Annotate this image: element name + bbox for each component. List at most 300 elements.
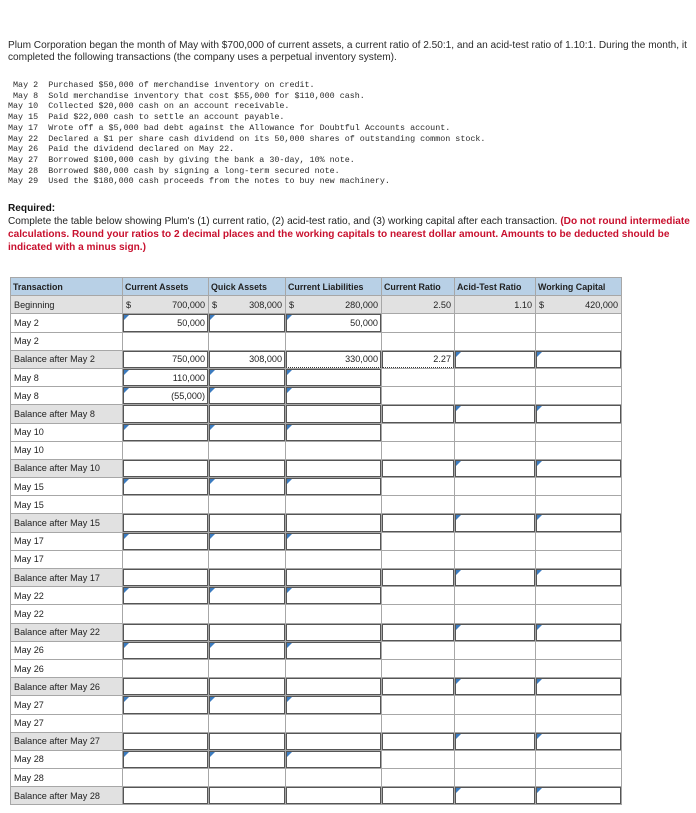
acid-test-ratio-input[interactable] [455, 460, 535, 477]
empty-cell [455, 550, 536, 568]
current-assets-value: (55,000) [171, 390, 205, 401]
current-assets-cell[interactable] [123, 478, 209, 496]
transaction-line: May 28 Borrowed $80,000 cash by signing a long-term secured note. [8, 165, 340, 176]
input-flag-icon [537, 570, 542, 575]
acid-test-ratio-cell[interactable] [455, 787, 536, 805]
input-flag-icon [124, 388, 129, 393]
current-assets-cell[interactable] [123, 387, 209, 405]
working-capital-cell[interactable] [536, 787, 622, 805]
quick-assets-cell[interactable] [209, 387, 286, 405]
current-assets-input[interactable] [123, 478, 208, 495]
working-capital-input[interactable] [536, 514, 621, 531]
empty-cell [209, 550, 286, 568]
current-ratio-input[interactable] [382, 624, 454, 641]
input-flag-icon [537, 679, 542, 684]
balance-row [11, 569, 622, 587]
current-ratio-cell[interactable] [382, 678, 455, 696]
quick-assets-cell[interactable] [209, 478, 286, 496]
problem-intro: Plum Corporation began the month of May with $700,000 of current assets, a current ratio of 2.50:1, and an acid-test ratio of 1.10:1. During the month, it completed the following transactions (the company uses a perpetual inventory system). [8, 40, 687, 64]
current-liabilities-input[interactable] [286, 787, 381, 804]
current-liabilities-cell[interactable] [286, 514, 382, 532]
empty-cell [123, 769, 209, 787]
input-flag-icon [124, 534, 129, 539]
input-flag-icon [210, 588, 215, 593]
current-liabilities-cell[interactable] [286, 732, 382, 750]
balance-row [11, 514, 622, 532]
working-capital-input[interactable] [536, 678, 621, 695]
working-capital-value: 420,000 [585, 299, 618, 310]
balance-row [11, 678, 622, 696]
balance-row [11, 459, 622, 477]
current-assets-cell[interactable] [123, 623, 209, 641]
input-flag-icon [124, 425, 129, 430]
current-liabilities-input[interactable] [286, 478, 381, 495]
current-assets-input[interactable] [123, 405, 208, 422]
input-flag-icon [210, 534, 215, 539]
input-flag-icon [537, 352, 542, 357]
current-assets-input[interactable] [123, 460, 208, 477]
transaction-line: May 2 Purchased $50,000 of merchandise inventory on credit. [8, 80, 315, 90]
current-assets-input[interactable] [123, 424, 208, 441]
transaction-line: May 29 Used the $180,000 cash proceeds from the notes to buy new machinery. [8, 176, 390, 187]
empty-cell [536, 714, 622, 732]
quick-assets-input[interactable] [209, 424, 285, 441]
current-assets-cell[interactable] [123, 696, 209, 714]
acid-test-ratio-cell[interactable] [455, 623, 536, 641]
empty-cell [209, 605, 286, 623]
quick-assets-cell[interactable] [209, 641, 286, 659]
current-liabilities-input[interactable] [286, 387, 381, 404]
acid-test-ratio-cell[interactable] [455, 732, 536, 750]
required-heading: Required: [8, 203, 56, 214]
quick-assets-value: 308,000 [249, 354, 282, 365]
current-assets-input[interactable] [123, 624, 208, 641]
current-liabilities-cell[interactable] [286, 750, 382, 768]
empty-cell [382, 769, 455, 787]
empty-cell [536, 368, 622, 386]
current-assets-input[interactable] [123, 587, 208, 604]
current-assets-input[interactable] [123, 733, 208, 750]
empty-cell [209, 714, 286, 732]
empty-cell [536, 587, 622, 605]
working-capital-input[interactable] [536, 460, 621, 477]
transaction-line: May 26 Paid the dividend declared on May 22. [8, 144, 235, 155]
empty-cell [209, 441, 286, 459]
empty-cell [536, 423, 622, 441]
empty-cell [382, 423, 455, 441]
current-liabilities-cell[interactable] [286, 478, 382, 496]
empty-cell [536, 496, 622, 514]
acid-test-ratio-cell[interactable] [455, 514, 536, 532]
working-capital-input[interactable] [536, 787, 621, 804]
row-label: Balance after May 28 [11, 787, 123, 805]
current-assets-cell[interactable] [123, 368, 209, 386]
current-liabilities-cell[interactable] [286, 569, 382, 587]
empty-cell [455, 587, 536, 605]
empty-cell [382, 659, 455, 677]
empty-cell [209, 659, 286, 677]
current-liabilities-input[interactable] [286, 405, 381, 422]
current-ratio-input[interactable] [382, 569, 454, 586]
quick-assets-cell[interactable] [209, 696, 286, 714]
quick-assets-input[interactable] [209, 460, 285, 477]
working-capital-cell[interactable] [536, 569, 622, 587]
working-capital-input[interactable] [536, 624, 621, 641]
header-quick-assets: Quick Assets [209, 278, 286, 296]
current-assets-input[interactable] [123, 642, 208, 659]
current-ratio-cell[interactable] [382, 732, 455, 750]
acid-test-ratio-input[interactable] [455, 678, 535, 695]
acid-test-ratio-cell [455, 296, 536, 314]
current-assets-value: 700,000 [172, 299, 205, 310]
header-current-assets: Current Assets [123, 278, 209, 296]
current-assets-input[interactable] [123, 514, 208, 531]
current-ratio-cell[interactable] [382, 350, 455, 368]
input-flag-icon [287, 643, 292, 648]
current-ratio-input[interactable] [382, 351, 454, 368]
dollar-sign: $ [212, 299, 218, 310]
working-capital-input[interactable] [536, 405, 621, 422]
current-liabilities-input[interactable] [286, 314, 381, 331]
entry-row [11, 550, 622, 568]
empty-cell [455, 478, 536, 496]
dollar-sign: $ [539, 299, 545, 310]
input-flag-icon [210, 370, 215, 375]
empty-cell [382, 478, 455, 496]
current-ratio-input[interactable] [382, 787, 454, 804]
row-label: Balance after May 17 [11, 569, 123, 587]
dollar-sign: $ [126, 299, 132, 310]
current-assets-cell[interactable] [123, 569, 209, 587]
current-ratio-cell[interactable] [382, 405, 455, 423]
current-assets-cell[interactable] [123, 750, 209, 768]
current-liabilities-cell[interactable] [286, 350, 382, 368]
working-capital-cell[interactable] [536, 405, 622, 423]
input-flag-icon [124, 752, 129, 757]
quick-assets-cell[interactable] [209, 368, 286, 386]
current-assets-cell[interactable] [123, 514, 209, 532]
current-ratio-input[interactable] [382, 678, 454, 695]
working-capital-cell[interactable] [536, 459, 622, 477]
acid-test-ratio-input[interactable] [455, 569, 535, 586]
current-liabilities-input[interactable] [286, 733, 381, 750]
empty-cell [536, 314, 622, 332]
current-liabilities-input[interactable] [286, 642, 381, 659]
current-liabilities-input[interactable] [286, 424, 381, 441]
input-flag-icon [537, 406, 542, 411]
empty-cell [382, 696, 455, 714]
empty-cell [286, 332, 382, 350]
current-ratio-value: 2.27 [433, 354, 451, 365]
quick-assets-cell[interactable] [209, 405, 286, 423]
empty-cell [286, 659, 382, 677]
current-assets-cell[interactable] [123, 732, 209, 750]
quick-assets-cell [209, 296, 286, 314]
entry-row [11, 532, 622, 550]
current-assets-cell[interactable] [123, 405, 209, 423]
current-assets-cell[interactable] [123, 350, 209, 368]
quick-assets-input[interactable] [209, 642, 285, 659]
current-ratio-cell[interactable] [382, 569, 455, 587]
current-liabilities-cell[interactable] [286, 314, 382, 332]
acid-test-ratio-cell[interactable] [455, 569, 536, 587]
beginning-row [11, 296, 622, 314]
input-flag-icon [124, 479, 129, 484]
empty-cell [455, 769, 536, 787]
current-assets-cell[interactable] [123, 423, 209, 441]
ratio-worksheet-table [10, 277, 622, 805]
transaction-line: May 22 Declared a $1 per share cash dividend on its 50,000 shares of outstanding common stock. [8, 133, 486, 144]
row-label: May 8 [11, 387, 123, 405]
entry-row [11, 441, 622, 459]
row-label: Balance after May 26 [11, 678, 123, 696]
header-working-capital: Working Capital [536, 278, 622, 296]
empty-cell [286, 769, 382, 787]
current-liabilities-cell[interactable] [286, 623, 382, 641]
current-liabilities-input[interactable] [286, 514, 381, 531]
empty-cell [123, 332, 209, 350]
current-liabilities-cell[interactable] [286, 459, 382, 477]
empty-cell [382, 532, 455, 550]
entry-row [11, 641, 622, 659]
empty-cell [536, 441, 622, 459]
current-assets-input[interactable] [123, 369, 208, 386]
empty-cell [286, 605, 382, 623]
input-flag-icon [287, 752, 292, 757]
current-liabilities-input[interactable] [286, 460, 381, 477]
quick-assets-input[interactable] [209, 405, 285, 422]
balance-row [11, 623, 622, 641]
row-label: Balance after May 22 [11, 623, 123, 641]
working-capital-cell[interactable] [536, 514, 622, 532]
quick-assets-cell[interactable] [209, 459, 286, 477]
quick-assets-cell[interactable] [209, 569, 286, 587]
current-liabilities-input[interactable] [286, 351, 381, 368]
current-liabilities-cell[interactable] [286, 387, 382, 405]
working-capital-cell[interactable] [536, 732, 622, 750]
quick-assets-cell[interactable] [209, 514, 286, 532]
working-capital-input[interactable] [536, 351, 621, 368]
current-assets-input[interactable] [123, 387, 208, 404]
entry-row [11, 696, 622, 714]
transaction-line: May 17 Wrote off a $5,000 bad debt against the Allowance for Doubtful Accounts account. [8, 122, 451, 133]
quick-assets-input[interactable] [209, 351, 285, 368]
empty-cell [382, 750, 455, 768]
empty-cell [455, 659, 536, 677]
working-capital-input[interactable] [536, 733, 621, 750]
empty-cell [382, 641, 455, 659]
current-assets-cell[interactable] [123, 787, 209, 805]
acid-test-ratio-cell[interactable] [455, 350, 536, 368]
current-assets-cell[interactable] [123, 459, 209, 477]
quick-assets-input[interactable] [209, 478, 285, 495]
current-ratio-cell[interactable] [382, 787, 455, 805]
current-liabilities-input[interactable] [286, 369, 381, 386]
input-flag-icon [456, 788, 461, 793]
current-liabilities-cell[interactable] [286, 678, 382, 696]
empty-cell [382, 605, 455, 623]
quick-assets-cell[interactable] [209, 750, 286, 768]
acid-test-ratio-input[interactable] [455, 351, 535, 368]
quick-assets-cell[interactable] [209, 623, 286, 641]
current-liabilities-input[interactable] [286, 533, 381, 550]
acid-test-ratio-cell[interactable] [455, 459, 536, 477]
header-current-ratio: Current Ratio [382, 278, 455, 296]
quick-assets-cell[interactable] [209, 787, 286, 805]
acid-test-ratio-input[interactable] [455, 514, 535, 531]
working-capital-cell[interactable] [536, 678, 622, 696]
quick-assets-input[interactable] [209, 787, 285, 804]
current-liabilities-cell[interactable] [286, 787, 382, 805]
current-liabilities-input[interactable] [286, 678, 381, 695]
input-flag-icon [210, 315, 215, 320]
input-flag-icon [456, 461, 461, 466]
row-label: May 28 [11, 769, 123, 787]
current-liabilities-cell[interactable] [286, 368, 382, 386]
current-assets-input[interactable] [123, 787, 208, 804]
quick-assets-cell[interactable] [209, 423, 286, 441]
transaction-line: May 8 Sold merchandise inventory that cost $55,000 for $110,000 cash. [8, 90, 365, 101]
input-flag-icon [287, 370, 292, 375]
current-assets-cell[interactable] [123, 314, 209, 332]
current-liabilities-cell[interactable] [286, 405, 382, 423]
current-assets-cell[interactable] [123, 641, 209, 659]
row-label: May 10 [11, 423, 123, 441]
empty-cell [536, 641, 622, 659]
quick-assets-cell[interactable] [209, 732, 286, 750]
balance-row [11, 405, 622, 423]
current-liabilities-input[interactable] [286, 569, 381, 586]
quick-assets-cell[interactable] [209, 678, 286, 696]
working-capital-cell [536, 296, 622, 314]
current-ratio-cell[interactable] [382, 459, 455, 477]
quick-assets-input[interactable] [209, 314, 285, 331]
quick-assets-input[interactable] [209, 514, 285, 531]
acid-test-ratio-input[interactable] [455, 405, 535, 422]
current-assets-input[interactable] [123, 696, 208, 713]
empty-cell [455, 332, 536, 350]
current-assets-input[interactable] [123, 351, 208, 368]
current-liabilities-value: 50,000 [350, 317, 378, 328]
empty-cell [536, 659, 622, 677]
empty-cell [286, 441, 382, 459]
current-ratio-input[interactable] [382, 514, 454, 531]
current-assets-cell[interactable] [123, 678, 209, 696]
empty-cell [455, 532, 536, 550]
row-label: May 15 [11, 496, 123, 514]
current-assets-value: 750,000 [172, 354, 205, 365]
entry-row [11, 587, 622, 605]
current-ratio-cell[interactable] [382, 514, 455, 532]
empty-cell [123, 714, 209, 732]
current-assets-input[interactable] [123, 533, 208, 550]
working-capital-cell[interactable] [536, 623, 622, 641]
current-assets-input[interactable] [123, 569, 208, 586]
empty-cell [382, 587, 455, 605]
quick-assets-input[interactable] [209, 624, 285, 641]
quick-assets-input[interactable] [209, 678, 285, 695]
current-liabilities-cell[interactable] [286, 696, 382, 714]
input-flag-icon [456, 679, 461, 684]
input-flag-icon [456, 570, 461, 575]
acid-test-ratio-value: 1.10 [514, 299, 532, 310]
quick-assets-cell[interactable] [209, 532, 286, 550]
quick-assets-input[interactable] [209, 587, 285, 604]
quick-assets-cell[interactable] [209, 314, 286, 332]
acid-test-ratio-cell[interactable] [455, 405, 536, 423]
row-label: Balance after May 2 [11, 350, 123, 368]
balance-row [11, 732, 622, 750]
quick-assets-input[interactable] [209, 751, 285, 768]
current-liabilities-value: 280,000 [345, 299, 378, 310]
current-liabilities-cell[interactable] [286, 641, 382, 659]
current-liabilities-cell[interactable] [286, 587, 382, 605]
input-flag-icon [456, 352, 461, 357]
row-label: Balance after May 27 [11, 732, 123, 750]
current-ratio-input[interactable] [382, 405, 454, 422]
current-assets-input[interactable] [123, 751, 208, 768]
current-liabilities-cell[interactable] [286, 423, 382, 441]
current-assets-input[interactable] [123, 314, 208, 331]
quick-assets-input[interactable] [209, 696, 285, 713]
working-capital-cell[interactable] [536, 350, 622, 368]
empty-cell [123, 496, 209, 514]
may8-entry-row [11, 387, 622, 405]
quick-assets-input[interactable] [209, 387, 285, 404]
input-flag-icon [210, 388, 215, 393]
current-ratio-input[interactable] [382, 733, 454, 750]
current-liabilities-input[interactable] [286, 624, 381, 641]
empty-cell [455, 714, 536, 732]
input-flag-icon [210, 697, 215, 702]
transaction-list [8, 80, 485, 187]
empty-cell [536, 532, 622, 550]
quick-assets-input[interactable] [209, 533, 285, 550]
empty-cell [286, 550, 382, 568]
row-label: May 2 [11, 314, 123, 332]
quick-assets-cell[interactable] [209, 350, 286, 368]
row-label: May 26 [11, 641, 123, 659]
quick-assets-input[interactable] [209, 369, 285, 386]
empty-cell [536, 750, 622, 768]
empty-cell [455, 368, 536, 386]
current-liabilities-input[interactable] [286, 696, 381, 713]
acid-test-ratio-input[interactable] [455, 733, 535, 750]
current-liabilities-input[interactable] [286, 751, 381, 768]
quick-assets-cell[interactable] [209, 587, 286, 605]
acid-test-ratio-input[interactable] [455, 624, 535, 641]
quick-assets-input[interactable] [209, 733, 285, 750]
empty-cell [536, 478, 622, 496]
current-ratio-cell[interactable] [382, 623, 455, 641]
current-assets-cell[interactable] [123, 587, 209, 605]
row-label: May 2 [11, 332, 123, 350]
empty-cell [382, 387, 455, 405]
quick-assets-input[interactable] [209, 569, 285, 586]
current-assets-cell[interactable] [123, 532, 209, 550]
current-assets-input[interactable] [123, 678, 208, 695]
input-flag-icon [456, 515, 461, 520]
acid-test-ratio-input[interactable] [455, 787, 535, 804]
acid-test-ratio-cell[interactable] [455, 678, 536, 696]
current-liabilities-cell[interactable] [286, 532, 382, 550]
current-ratio-input[interactable] [382, 460, 454, 477]
empty-cell [286, 714, 382, 732]
empty-cell [536, 605, 622, 623]
input-flag-icon [287, 697, 292, 702]
current-liabilities-input[interactable] [286, 587, 381, 604]
working-capital-input[interactable] [536, 569, 621, 586]
